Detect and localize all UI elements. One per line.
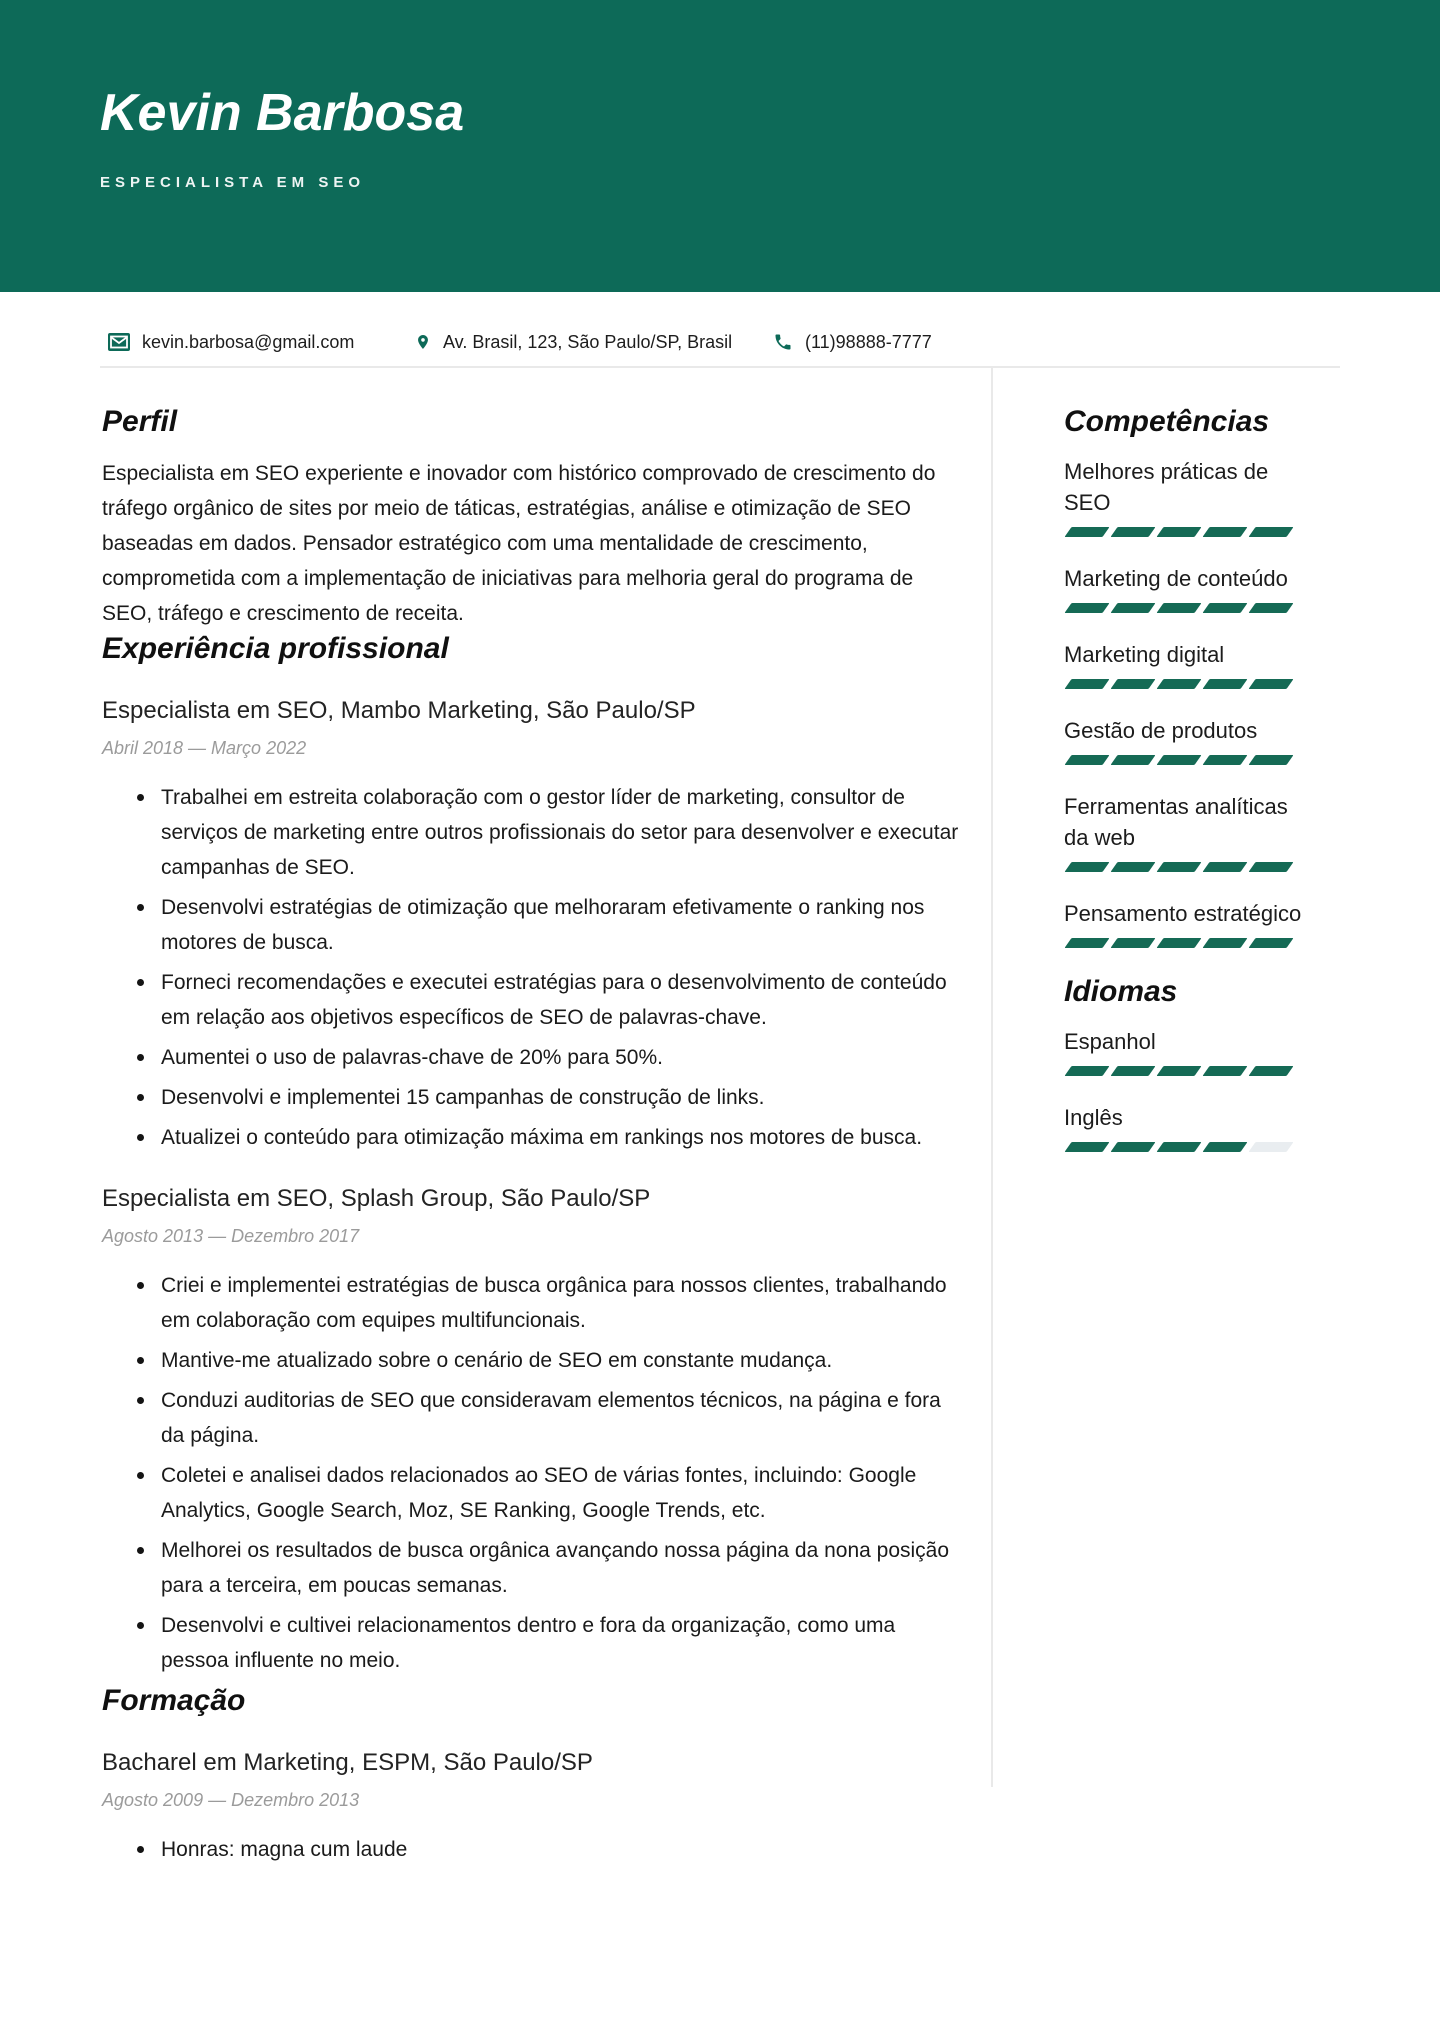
- job-bullet: Aumentei o uso de palavras-chave de 20% para 50%.: [102, 1040, 960, 1075]
- job-bullet: Desenvolvi e implementei 15 campanhas de construção de links.: [102, 1080, 960, 1115]
- language-label: Inglês: [1064, 1105, 1123, 1130]
- contact-email: [108, 327, 354, 357]
- contact-phone-text: (11)98888-7777: [805, 331, 932, 352]
- skill-level-bar: [1068, 862, 1318, 872]
- level-segment: [1248, 603, 1293, 613]
- contact-phone: [773, 327, 932, 357]
- level-segment: [1110, 862, 1155, 872]
- degree-title: Bacharel em Marketing, ESPM, São Paulo/SP: [102, 1749, 593, 1776]
- skill-level-bar: [1068, 938, 1318, 948]
- person-job-title: ESPECIALISTA EM SEO: [100, 173, 366, 191]
- education-heading: Formação: [102, 1684, 246, 1717]
- level-segment: [1202, 679, 1247, 689]
- job-title: Especialista em SEO, Splash Group, São Paulo/SP: [102, 1185, 651, 1212]
- skill-item: [1064, 898, 1318, 948]
- level-segment: [1064, 1066, 1109, 1076]
- skills-heading: Competências: [1064, 405, 1270, 438]
- job-bullet: Melhorei os resultados de busca orgânica avançando nossa página da nona posição para a terceira, em poucas semanas.: [102, 1533, 960, 1603]
- job-bullet: Trabalhei em estreita colaboração com o gestor líder de marketing, consultor de serviços de marketing entre outros profissionais do setor para desenvolver e executar campanhas de SEO.: [102, 780, 960, 885]
- contact-address-text: Av. Brasil, 123, São Paulo/SP, Brasil: [443, 331, 733, 352]
- job-bullet: Forneci recomendações e executei estratégias para o desenvolvimento de conteúdo em relação aos objetivos específicos de SEO de palavras-chave.: [102, 965, 960, 1035]
- column-divider: [991, 366, 993, 1787]
- skill-item: [1064, 791, 1318, 872]
- level-segment: [1156, 938, 1201, 948]
- skill-item: [1064, 456, 1318, 537]
- level-segment: [1202, 527, 1247, 537]
- job-bullet: Desenvolvi estratégias de otimização que melhoraram efetivamente o ranking nos motores de busca.: [102, 890, 960, 960]
- level-segment: [1248, 938, 1293, 948]
- level-segment: [1064, 527, 1109, 537]
- skill-item: [1064, 715, 1318, 765]
- level-segment: [1202, 1142, 1247, 1152]
- job-bullet-list: [102, 780, 960, 1155]
- skill-label: Marketing digital: [1064, 642, 1225, 667]
- person-name: Kevin Barbosa: [100, 84, 465, 142]
- level-segment: [1156, 1066, 1201, 1076]
- level-segment: [1110, 755, 1155, 765]
- level-segment: [1156, 527, 1201, 537]
- contact-row: [0, 327, 1440, 361]
- education-bullet: Honras: magna cum laude: [102, 1832, 960, 1867]
- level-segment: [1248, 755, 1293, 765]
- level-segment: [1248, 862, 1293, 872]
- skill-label: Pensamento estratégico: [1064, 901, 1302, 926]
- level-segment: [1110, 603, 1155, 613]
- job-dates: Agosto 2013 — Dezembro 2017: [102, 1226, 360, 1246]
- level-segment: [1064, 1142, 1109, 1152]
- level-segment: [1202, 1066, 1247, 1076]
- job-title: Especialista em SEO, Mambo Marketing, São Paulo/SP: [102, 697, 696, 724]
- level-segment: [1202, 938, 1247, 948]
- profile-heading: Perfil: [102, 405, 178, 438]
- level-segment: [1156, 862, 1201, 872]
- level-segment: [1064, 755, 1109, 765]
- skill-label: Ferramentas analíticas da web: [1064, 794, 1288, 850]
- level-segment: [1110, 938, 1155, 948]
- level-segment: [1064, 938, 1109, 948]
- job-bullet: Mantive-me atualizado sobre o cenário de SEO em constante mudança.: [102, 1343, 960, 1378]
- level-segment: [1156, 755, 1201, 765]
- contact-address: [415, 327, 732, 357]
- skill-level-bar: [1068, 603, 1318, 613]
- level-segment: [1248, 679, 1293, 689]
- level-segment: [1202, 862, 1247, 872]
- profile-text: Especialista em SEO experiente e inovador com histórico comprovado de crescimento do tráfego orgânico de sites por meio de táticas, estratégias, análise e otimização de SEO baseadas em dados. Pensador estratégico com uma mentalidade de crescimento, comprometida com a implementação de iniciativas para melhoria geral do programa de SEO, tráfego e crescimento de receita.: [102, 462, 936, 625]
- phone-icon: [773, 332, 793, 352]
- language-item: [1064, 1102, 1318, 1152]
- skill-label: Marketing de conteúdo: [1064, 566, 1288, 591]
- level-segment: [1064, 862, 1109, 872]
- skill-level-bar: [1068, 755, 1318, 765]
- job-bullet: Atualizei o conteúdo para otimização máxima em rankings nos motores de busca.: [102, 1120, 960, 1155]
- level-segment: [1110, 1066, 1155, 1076]
- sidebar: [1064, 404, 1318, 1178]
- level-segment: [1156, 679, 1201, 689]
- skill-level-bar: [1068, 679, 1318, 689]
- language-label: Espanhol: [1064, 1029, 1156, 1054]
- horizontal-divider: [100, 366, 1340, 368]
- job-bullet: Conduzi auditorias de SEO que consideravam elementos técnicos, na página e fora da página.: [102, 1383, 960, 1453]
- location-pin-icon: [415, 331, 431, 353]
- skill-item: [1064, 563, 1318, 613]
- job-bullet: Desenvolvi e cultivei relacionamentos dentro e fora da organização, como uma pessoa influente no meio.: [102, 1608, 960, 1678]
- level-segment: [1248, 1066, 1293, 1076]
- skill-label: Gestão de produtos: [1064, 718, 1258, 743]
- education-bullet-list: [102, 1832, 960, 1867]
- header-banner: [0, 0, 1440, 292]
- level-segment: [1110, 1142, 1155, 1152]
- level-segment: [1248, 527, 1293, 537]
- level-segment: [1110, 679, 1155, 689]
- job-bullet-list: [102, 1268, 960, 1678]
- email-icon: [108, 333, 130, 351]
- skill-label: Melhores práticas de SEO: [1064, 459, 1269, 515]
- job-entry: [102, 695, 960, 1155]
- job-bullet: Criei e implementei estratégias de busca orgânica para nossos clientes, trabalhando em colaboração com equipes multifuncionais.: [102, 1268, 960, 1338]
- level-segment: [1156, 603, 1201, 613]
- experience-heading: Experiência profissional: [102, 632, 449, 665]
- level-segment: [1202, 603, 1247, 613]
- level-segment: [1064, 603, 1109, 613]
- level-segment: [1156, 1142, 1201, 1152]
- language-level-bar: [1068, 1066, 1318, 1076]
- job-entry: [102, 1183, 960, 1678]
- degree-dates: Agosto 2009 — Dezembro 2013: [102, 1790, 360, 1810]
- contact-email-text: kevin.barbosa@gmail.com: [142, 331, 355, 352]
- skill-item: [1064, 639, 1318, 689]
- level-segment: [1064, 679, 1109, 689]
- level-segment: [1110, 527, 1155, 537]
- language-item: [1064, 1026, 1318, 1076]
- skill-level-bar: [1068, 527, 1318, 537]
- education-entry: [102, 1747, 960, 1867]
- level-segment: [1202, 755, 1247, 765]
- language-level-bar: [1068, 1142, 1318, 1152]
- job-dates: Abril 2018 — Março 2022: [102, 738, 307, 758]
- main-column: [102, 404, 960, 1872]
- level-segment: [1248, 1142, 1293, 1152]
- job-bullet: Coletei e analisei dados relacionados ao SEO de várias fontes, incluindo: Google Analytics, Google Search, Moz, SE Ranking, Google Trends, etc.: [102, 1458, 960, 1528]
- languages-heading: Idiomas: [1064, 975, 1178, 1008]
